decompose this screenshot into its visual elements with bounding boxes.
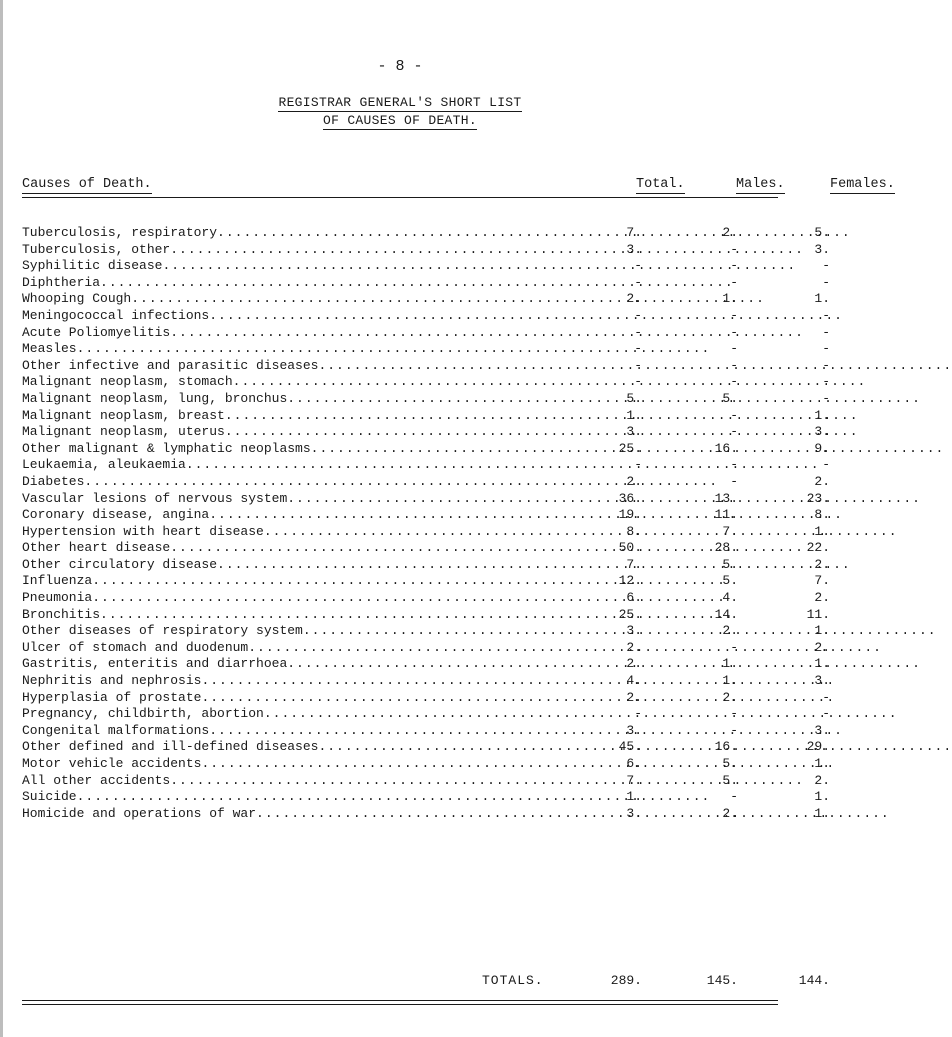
header-total: Total. — [636, 177, 685, 192]
row-males: - — [730, 258, 738, 274]
row-cause: Other defined and ill-defined diseases ..... — [22, 739, 462, 756]
row-females: - — [822, 357, 830, 373]
totals-females: 144. — [798, 973, 830, 988]
table-row — [22, 523, 830, 541]
row-females: 9. — [814, 440, 830, 456]
row-males: - — [730, 274, 738, 290]
header-females: Females. — [830, 177, 895, 192]
row-total: 2. — [626, 473, 642, 489]
row-total: 2. — [626, 656, 642, 672]
table-row — [22, 457, 830, 474]
row-males: 2. — [722, 623, 738, 639]
row-females: 2. — [814, 556, 830, 572]
row-females: 5. — [814, 225, 830, 240]
row-males: - — [730, 357, 738, 373]
table-row — [22, 274, 830, 292]
row-females: 1. — [814, 756, 830, 771]
row-males: 13. — [714, 490, 738, 506]
row-females: 7. — [814, 573, 830, 589]
row-total: 7. — [626, 772, 642, 788]
row-cause: Tuberculosis, respiratory ..... — [22, 225, 462, 242]
table-row — [22, 374, 830, 391]
row-total: - — [634, 706, 642, 722]
table-row — [22, 722, 830, 740]
row-total: 3. — [626, 623, 642, 639]
row-males: - — [730, 457, 738, 473]
table-row — [22, 324, 830, 342]
row-cause: Malignant neoplasm, lung, bronchus ..... — [22, 391, 462, 408]
row-cause: Hypertension with heart disease ..... — [22, 524, 462, 541]
row-females: - — [822, 341, 830, 357]
table-row — [22, 689, 830, 707]
row-females: 29. — [806, 739, 830, 755]
row-females: 1. — [814, 789, 830, 805]
report-title-text: REGISTRAR GENERAL'S SHORT LIST — [278, 95, 522, 110]
row-males: 1. — [722, 656, 738, 672]
row-cause: Pneumonia ..... — [22, 590, 462, 607]
row-total: 2. — [626, 689, 642, 705]
table-row — [22, 424, 830, 441]
report-subtitle — [0, 113, 800, 128]
row-males: 16. — [714, 739, 738, 755]
row-total: 50. — [618, 540, 642, 556]
row-males: - — [730, 473, 738, 489]
row-total: 7. — [626, 556, 642, 572]
row-total: - — [634, 374, 642, 390]
row-total: - — [634, 258, 642, 274]
table-row — [22, 291, 830, 308]
page-edge — [0, 0, 3, 1037]
row-cause: Bronchitis ..... — [22, 607, 462, 624]
table-row — [22, 805, 830, 823]
totals-total: 289. — [610, 973, 642, 988]
table-row — [22, 241, 830, 259]
totals-row — [22, 973, 830, 991]
row-cause: Whooping Cough ..... — [22, 291, 462, 308]
row-males: - — [730, 722, 738, 738]
row-males: 16. — [714, 440, 738, 456]
row-total: 5. — [626, 390, 642, 406]
header-males: Males. — [736, 177, 785, 192]
table-row — [22, 590, 830, 607]
row-females: 3. — [814, 673, 830, 689]
row-cause: Diphtheria ..... — [22, 275, 462, 292]
totals-rule-1 — [22, 1000, 778, 1001]
row-females: - — [822, 307, 830, 323]
table-row — [22, 673, 830, 690]
row-males: 5. — [722, 772, 738, 788]
row-total: - — [634, 357, 642, 373]
row-cause: Motor vehicle accidents ..... — [22, 756, 462, 773]
row-cause: Other infective and parasitic diseases ..... — [22, 358, 462, 375]
row-total: 25. — [618, 606, 642, 622]
row-males: - — [730, 241, 738, 257]
table-header — [22, 177, 895, 197]
row-females: 1. — [814, 623, 830, 639]
row-total: - — [634, 324, 642, 340]
row-males: 14. — [714, 606, 738, 622]
row-males: 2. — [722, 225, 738, 240]
page-number: - 8 - — [377, 58, 423, 75]
row-cause: Congenital malformations ..... — [22, 723, 462, 740]
row-total: 12. — [618, 573, 642, 589]
row-males: 1. — [722, 291, 738, 307]
table-row — [22, 473, 830, 491]
row-total: 6. — [626, 590, 642, 606]
report-subtitle-text: OF CAUSES OF DEATH. — [323, 113, 477, 128]
row-total: 3. — [626, 241, 642, 257]
row-cause: Coronary disease, angina ..... — [22, 507, 462, 524]
row-females: 1. — [814, 523, 830, 539]
row-cause: Meningococcal infections ..... — [22, 308, 462, 325]
row-cause: Nephritis and nephrosis ..... — [22, 673, 462, 690]
row-females: 2. — [814, 590, 830, 606]
table-row — [22, 556, 830, 574]
row-total: 4. — [626, 673, 642, 689]
row-total: 8. — [626, 523, 642, 539]
table-row — [22, 307, 830, 325]
table-row — [22, 407, 830, 425]
table-row — [22, 739, 830, 756]
header-rule — [22, 197, 778, 198]
row-cause: Other circulatory disease ..... — [22, 557, 462, 574]
table-row — [22, 507, 830, 524]
row-females: 1. — [814, 291, 830, 307]
row-females: 2. — [814, 772, 830, 788]
totals-label: TOTALS. — [482, 973, 544, 988]
row-total: - — [634, 457, 642, 473]
row-females: - — [822, 390, 830, 406]
row-total: - — [634, 307, 642, 323]
table-row — [22, 490, 830, 508]
table-row — [22, 540, 830, 557]
causes-table — [22, 225, 830, 822]
row-total: 7. — [626, 225, 642, 240]
table-row — [22, 440, 830, 458]
row-females: - — [822, 258, 830, 274]
row-females: - — [822, 374, 830, 390]
row-females: 3. — [814, 722, 830, 738]
row-females: 3. — [814, 424, 830, 440]
row-total: 2. — [626, 291, 642, 307]
row-total: 2. — [626, 639, 642, 655]
row-cause: Other malignant & lymphatic neoplasms ..... — [22, 441, 462, 458]
table-row — [22, 639, 830, 657]
table-row — [22, 573, 830, 590]
row-females: - — [822, 457, 830, 473]
table-row — [22, 789, 830, 806]
header-cause: Causes of Death. — [22, 177, 152, 192]
row-females: - — [822, 706, 830, 722]
row-cause: Syphilitic disease ..... — [22, 258, 462, 275]
row-males: - — [730, 789, 738, 805]
row-males: 4. — [722, 590, 738, 606]
row-cause: Measles ..... — [22, 341, 462, 358]
table-row — [22, 357, 830, 375]
row-males: - — [730, 307, 738, 323]
table-row — [22, 756, 830, 773]
row-males: 11. — [714, 507, 738, 523]
table-row — [22, 258, 830, 275]
row-cause: Ulcer of stomach and duodenum ..... — [22, 640, 462, 657]
row-males: - — [730, 706, 738, 722]
row-cause: Tuberculosis, other ..... — [22, 242, 462, 259]
row-cause: Pregnancy, childbirth, abortion ..... — [22, 706, 462, 723]
row-females: 1. — [814, 407, 830, 423]
row-males: 2. — [722, 805, 738, 821]
row-females: 1. — [814, 656, 830, 672]
row-females: 11. — [806, 606, 830, 622]
row-males: - — [730, 424, 738, 440]
row-males: 7. — [722, 523, 738, 539]
row-males: - — [730, 324, 738, 340]
table-row — [22, 656, 830, 673]
row-females: - — [822, 324, 830, 340]
row-total: 1. — [626, 789, 642, 805]
row-total: - — [634, 341, 642, 357]
totals-rule-2 — [22, 1004, 778, 1005]
row-cause: All other accidents ..... — [22, 773, 462, 790]
row-total: 45. — [618, 739, 642, 755]
table-row — [22, 225, 830, 242]
row-total: 3. — [626, 805, 642, 821]
row-total: 25. — [618, 440, 642, 456]
row-total: - — [634, 274, 642, 290]
table-row — [22, 606, 830, 624]
row-males: - — [730, 374, 738, 390]
row-cause: Other diseases of respiratory system ..... — [22, 623, 462, 640]
table-row — [22, 390, 830, 408]
row-cause: Gastritis, enteritis and diarrhoea ..... — [22, 656, 462, 673]
row-total: 3. — [626, 424, 642, 440]
table-row — [22, 623, 830, 640]
table-row — [22, 772, 830, 790]
row-females: 23. — [806, 490, 830, 506]
row-females: 8. — [814, 507, 830, 523]
row-females: - — [822, 274, 830, 290]
table-row — [22, 706, 830, 723]
totals-males: 145. — [706, 973, 738, 988]
row-males: - — [730, 639, 738, 655]
row-cause: Other heart disease ..... — [22, 540, 462, 557]
row-cause: Hyperplasia of prostate ..... — [22, 690, 462, 707]
row-males: - — [730, 341, 738, 357]
row-males: 28. — [714, 540, 738, 556]
row-females: 3. — [814, 241, 830, 257]
row-males: 5. — [722, 390, 738, 406]
row-cause: Acute Poliomyelitis ..... — [22, 325, 462, 342]
row-females: 1. — [814, 805, 830, 821]
row-females: - — [822, 689, 830, 705]
row-cause: Homicide and operations of war ..... — [22, 806, 462, 823]
row-total: 6. — [626, 756, 642, 771]
row-females: 2. — [814, 473, 830, 489]
row-females: 22. — [806, 540, 830, 556]
row-cause: Vascular lesions of nervous system ..... — [22, 491, 462, 508]
row-males: 1. — [722, 673, 738, 689]
row-males: - — [730, 407, 738, 423]
row-total: 19. — [618, 507, 642, 523]
row-cause: Malignant neoplasm, breast ..... — [22, 408, 462, 425]
row-total: 36. — [618, 490, 642, 506]
row-cause: Diabetes ..... — [22, 474, 462, 491]
row-cause: Malignant neoplasm, uterus ..... — [22, 424, 462, 441]
table-row — [22, 341, 830, 358]
row-total: 1. — [626, 407, 642, 423]
row-males: 5. — [722, 573, 738, 589]
row-cause: Malignant neoplasm, stomach ..... — [22, 374, 462, 391]
report-title — [0, 95, 800, 110]
row-males: 5. — [722, 556, 738, 572]
row-cause: Leukaemia, aleukaemia ..... — [22, 457, 462, 474]
row-males: 2. — [722, 689, 738, 705]
row-total: 3. — [626, 722, 642, 738]
row-females: 2. — [814, 639, 830, 655]
row-cause: Influenza ..... — [22, 573, 462, 590]
row-cause: Suicide ..... — [22, 789, 462, 806]
row-males: 5. — [722, 756, 738, 771]
